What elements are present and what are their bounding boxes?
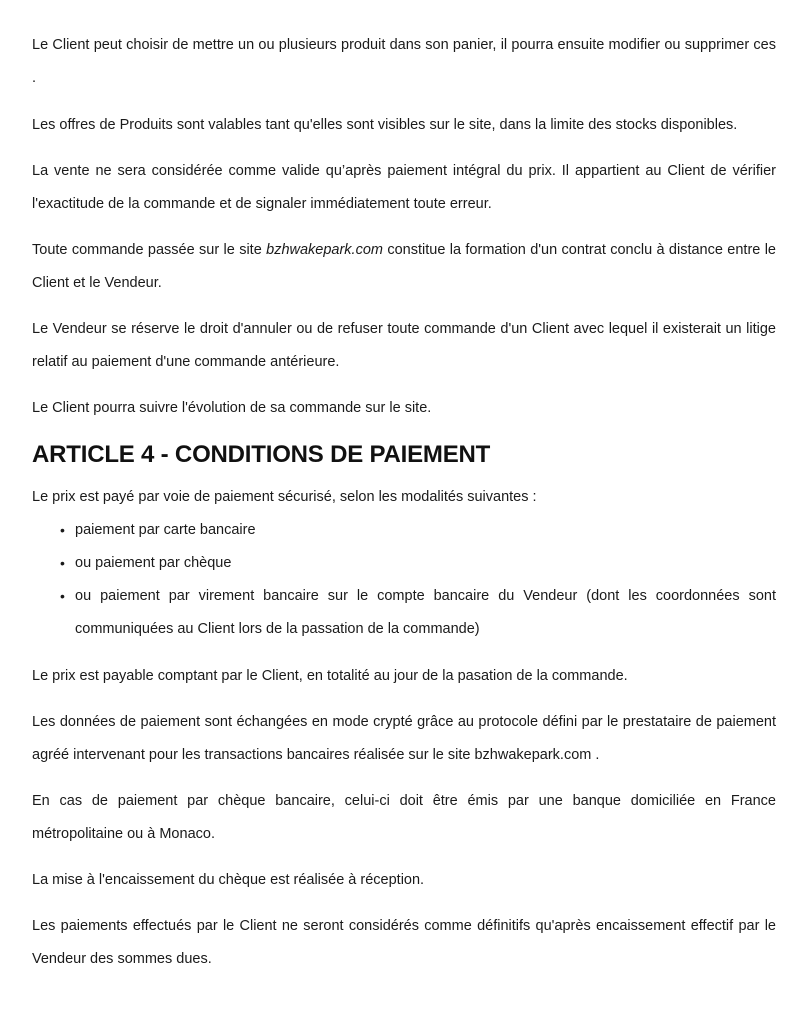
paragraph-cart: Le Client peut choisir de mettre un ou plusieurs produit dans son panier, il pourra ensuite modifier ou supprimer ces .	[32, 37, 776, 86]
article-heading: ARTICLE 4 - CONDITIONS DE PAIEMENT	[32, 441, 491, 468]
list-item: • ou paiement par virement bancaire sur le compte bancaire du Vendeur (dont les coordonnées sont communiquées au Client lors de la passation de la commande)	[75, 580, 776, 646]
paragraph-payment-data: Les données de paiement sont échangées en mode crypté grâce au protocole défini par le prestataire de paiement agréé intervenant pour les transactions bancaires réalisée sur le site bzhwakepark.com .	[32, 714, 776, 763]
paragraph-contract	[32, 234, 776, 300]
contract-text-after: constitue la formation d'un contrat conclu à distance entre le Client et le Vendeur.	[32, 242, 776, 291]
document-body	[32, 29, 776, 976]
payment-methods-list	[32, 514, 776, 646]
paragraph-validity: La vente ne sera considérée comme valide qu’après paiement intégral du prix. Il appartient au Client de vérifier l'exactitude de la commande et de signaler immédiatement toute erreur.	[32, 163, 776, 212]
paragraph-final-payments: Les paiements effectués par le Client ne seront considérés comme définitifs qu'après encaissement effectif par le Vendeur des sommes dues.	[32, 918, 776, 967]
list-item: • ou paiement par chèque	[75, 547, 776, 580]
paragraph-tracking: Le Client pourra suivre l'évolution de sa commande sur le site.	[32, 400, 432, 416]
site-name: bzhwakepark.com	[266, 242, 383, 258]
payment-intro: Le prix est payé par voie de paiement sécurisé, selon les modalités suivantes :	[32, 489, 537, 505]
paragraph-offers: Les offres de Produits sont valables tant qu'elles sont visibles sur le site, dans la limite des stocks disponibles.	[32, 117, 738, 133]
bullet-icon: •	[60, 522, 65, 538]
list-item: • paiement par carte bancaire	[75, 514, 776, 547]
bullet-icon: •	[60, 555, 65, 571]
contract-text-before: Toute commande passée sur le site	[32, 242, 267, 258]
paragraph-encashment: La mise à l'encaissement du chèque est réalisée à réception.	[32, 872, 425, 888]
paragraph-payable: Le prix est payable comptant par le Client, en totalité au jour de la pasation de la commande.	[32, 668, 628, 684]
paragraph-cheque: En cas de paiement par chèque bancaire, celui-ci doit être émis par une banque domiciliée en France métropolitaine ou à Monaco.	[32, 793, 776, 842]
bullet-icon: •	[60, 588, 65, 604]
paragraph-refusal: Le Vendeur se réserve le droit d'annuler ou de refuser toute commande d'un Client avec lequel il existerait un litige relatif au paiement d'une commande antérieure.	[32, 321, 776, 370]
